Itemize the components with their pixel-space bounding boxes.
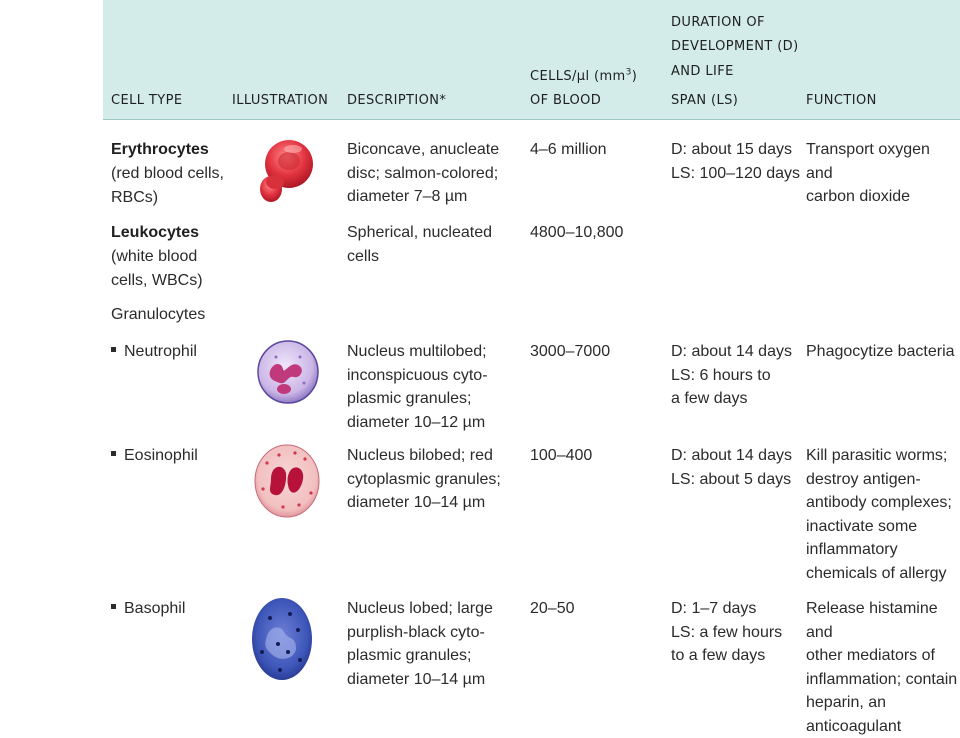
erythrocytes-subtitle: (red blood cells, RBCs): [111, 165, 224, 206]
erythrocytes-name: Erythrocytes: [111, 141, 209, 158]
eosinophil-function: Kill parasitic worms; destroy antigen- antibody complexes; inactivate some inflammatory chemicals of allergy: [806, 447, 952, 582]
basophil-duration: D: 1–7 days LS: a few hours to a few days: [671, 600, 783, 664]
header-of-blood: OF BLOOD: [530, 93, 602, 108]
leukocytes-description: Spherical, nucleated cells: [347, 224, 492, 265]
neutrophil-name: Neutrophil: [111, 340, 197, 364]
bullet-icon: [111, 604, 116, 609]
basophil-function: Release histamine and other mediators of inflammation; contain heparin, an anticoagulant: [806, 600, 958, 735]
header-function: FUNCTION: [806, 93, 877, 108]
header-illustration: ILLUSTRATION: [232, 93, 329, 108]
basophil-count: 20–50: [530, 600, 575, 617]
header-duration-2: DEVELOPMENT (D): [671, 39, 799, 54]
bullet-icon: [111, 451, 116, 456]
neutrophil-count: 3000–7000: [530, 343, 611, 360]
header-description: DESCRIPTION*: [347, 93, 447, 108]
erythrocytes-description: Biconcave, anucleate disc; salmon-colored; diameter 7–8 µm: [347, 141, 500, 205]
header-duration-1: DURATION OF: [671, 15, 765, 30]
eosinophil-name: Eosinophil: [111, 444, 198, 468]
leukocytes-subtitle: (white blood cells, WBCs): [111, 248, 203, 289]
neutrophil-description: Nucleus multilobed; inconspicuous cyto- plasmic granules; diameter 10–12 µm: [347, 343, 488, 431]
header-divider: [103, 119, 960, 120]
header-cell-type: CELL TYPE: [111, 93, 183, 108]
erythrocytes-function: Transport oxygen and carbon dioxide: [806, 141, 930, 205]
erythrocytes-count: 4–6 million: [530, 141, 607, 158]
neutrophil-duration: D: about 14 days LS: 6 hours to a few days: [671, 343, 792, 407]
basophil-name: Basophil: [111, 597, 185, 621]
header-duration-4: SPAN (LS): [671, 93, 739, 108]
eosinophil-count: 100–400: [530, 447, 593, 464]
basophil-description: Nucleus lobed; large purplish-black cyto- plasmic granules; diameter 10–14 µm: [347, 600, 493, 688]
neutrophil-function: Phagocytize bacteria: [806, 343, 955, 360]
red-blood-cell-icon: [255, 137, 315, 216]
erythrocytes-duration: D: about 15 days LS: 100–120 days: [671, 141, 800, 182]
eosinophil-icon: [253, 443, 321, 524]
leukocytes-name: Leukocytes: [111, 224, 200, 241]
leukocytes-count: 4800–10,800: [530, 224, 624, 241]
neutrophil-icon: [256, 339, 320, 410]
eosinophil-description: Nucleus bilobed; red cytoplasmic granules; diameter 10–14 µm: [347, 447, 501, 511]
header-cells-per-ul: CELLS/µl $(mm^3)$: [530, 67, 638, 84]
eosinophil-duration: D: about 14 days LS: about 5 days: [671, 447, 792, 488]
header-duration-3: AND LIFE: [671, 64, 734, 79]
granulocytes-label: Granulocytes: [111, 306, 206, 323]
basophil-icon: [250, 596, 314, 687]
bullet-icon: [111, 347, 116, 352]
